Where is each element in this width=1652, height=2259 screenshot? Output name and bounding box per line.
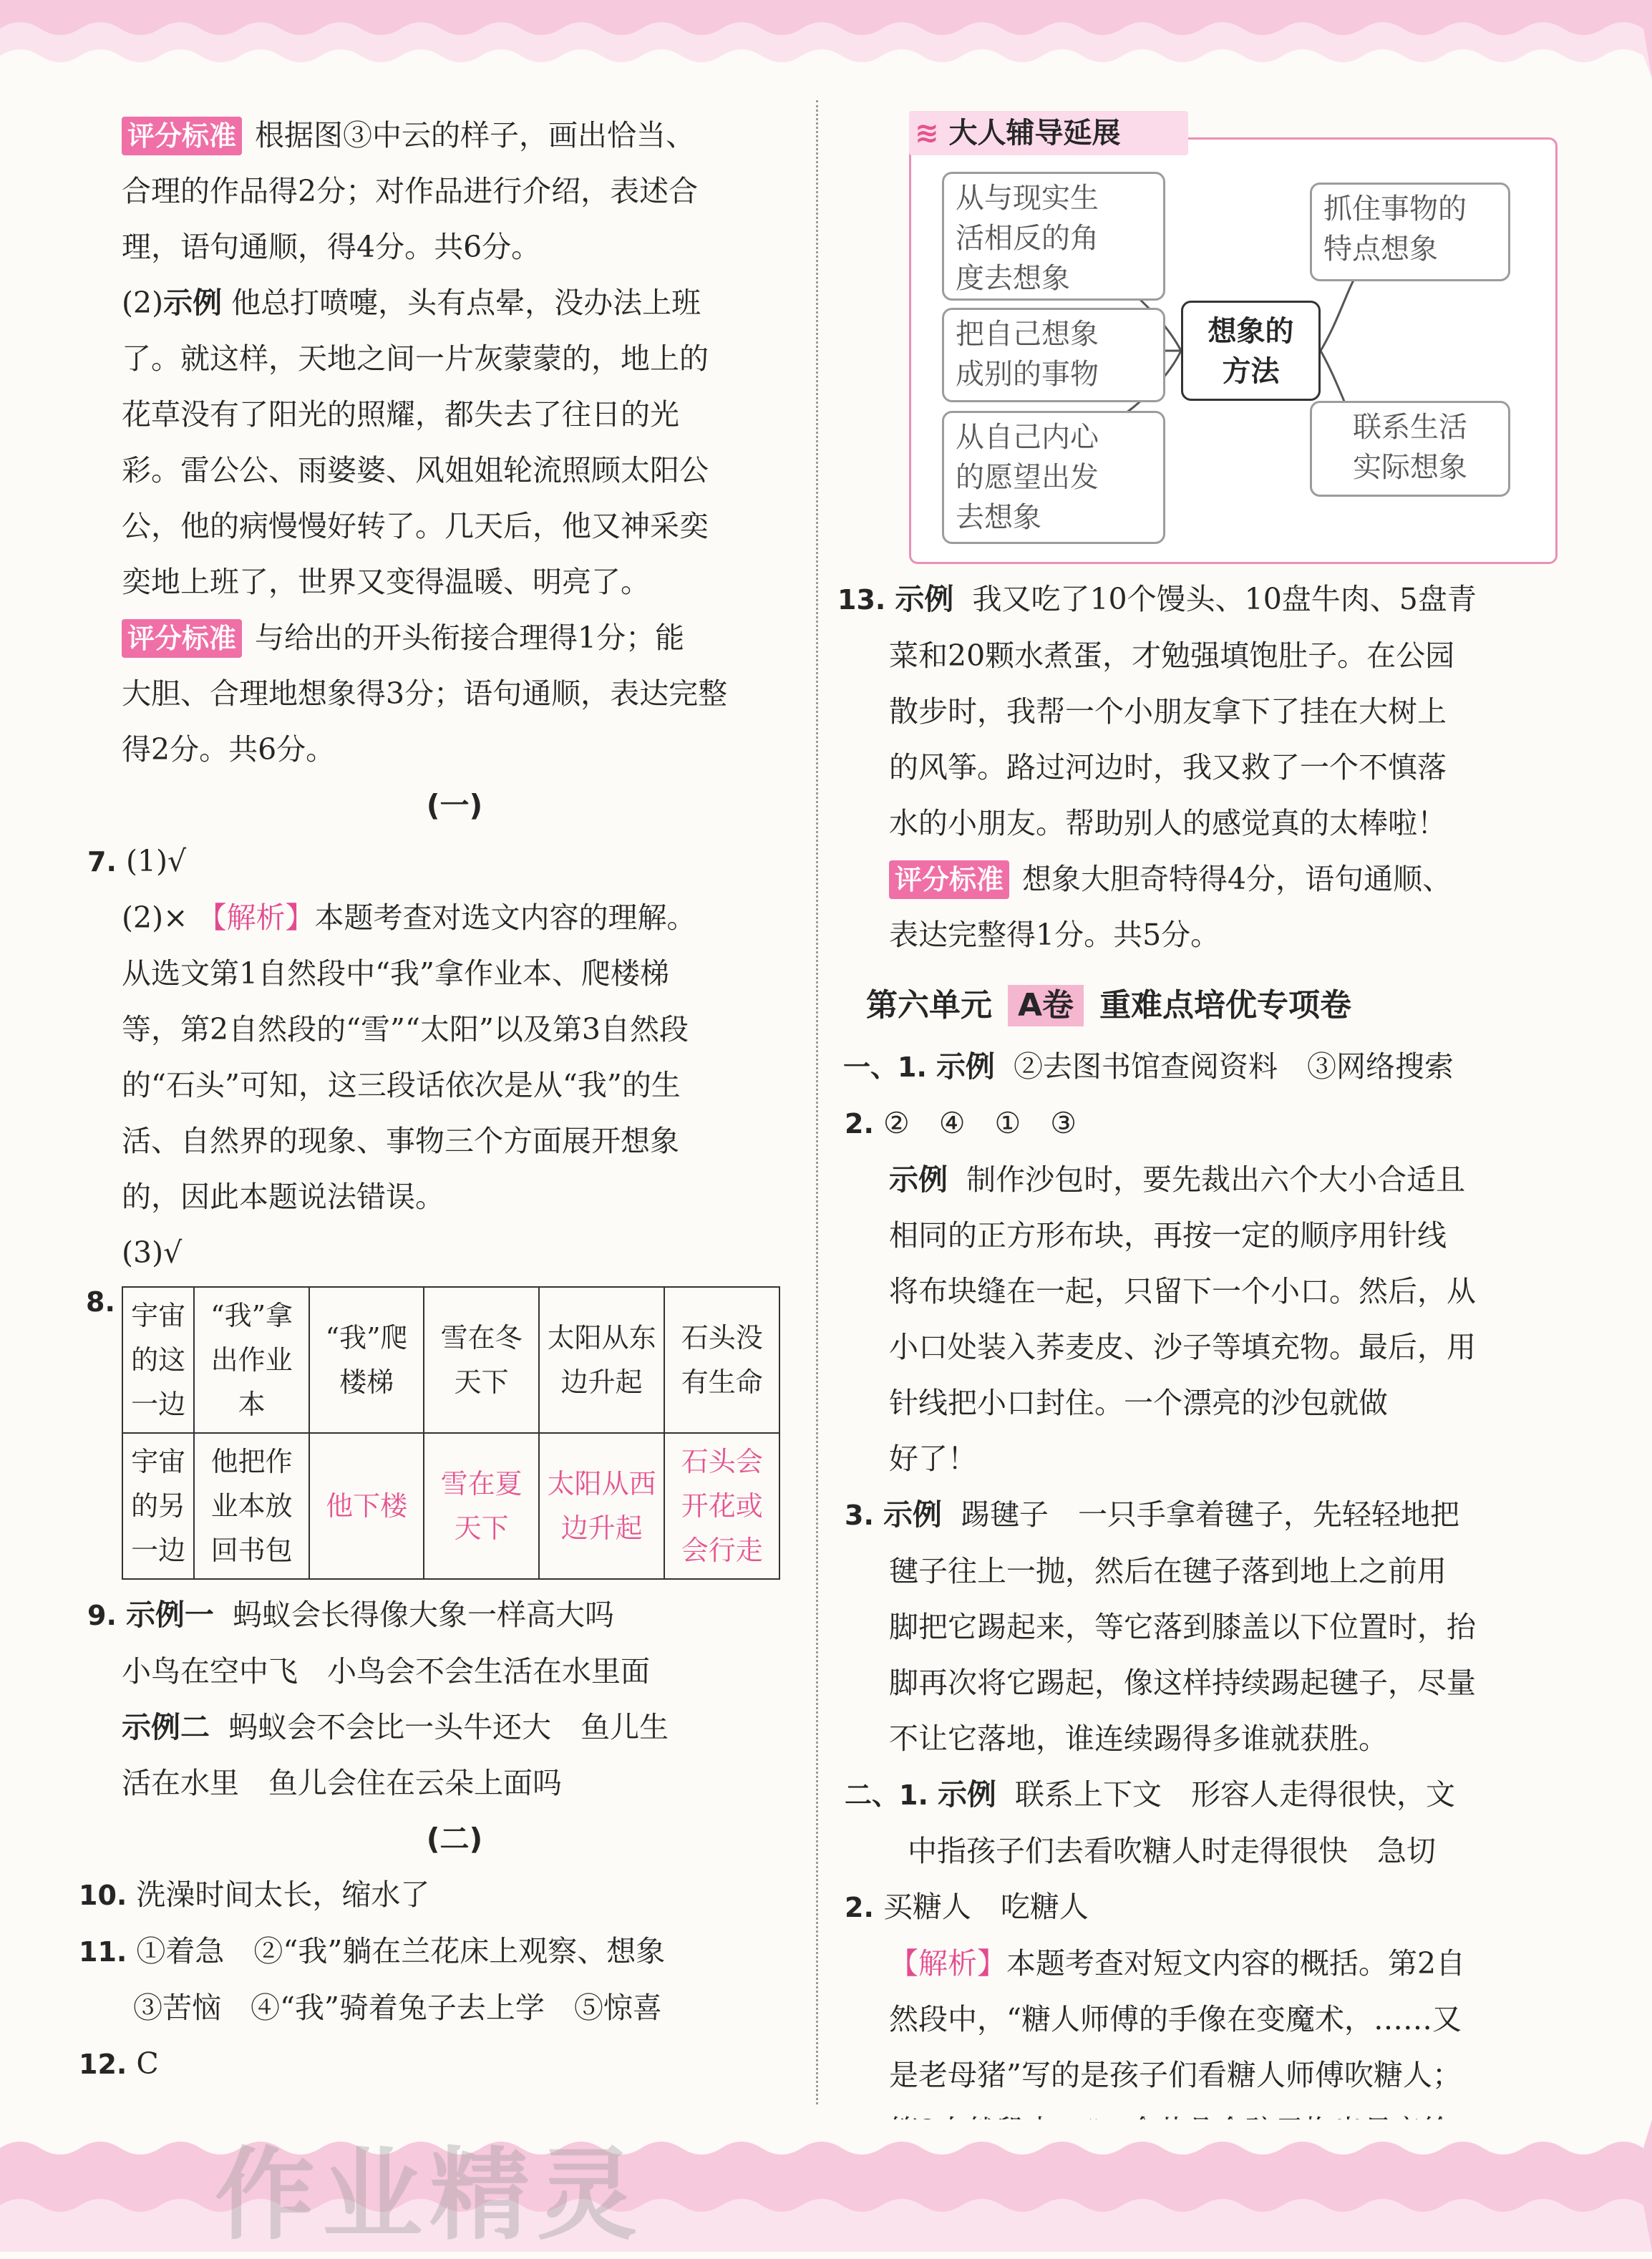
answer-line: 好了！: [889, 1442, 977, 1476]
answer-line: 得2分。共6分。: [122, 732, 336, 767]
question-12: 12. C: [79, 2046, 159, 2081]
volume-badge: A卷: [1008, 985, 1084, 1026]
answer-line: ③苦恼 ④“我”骑着兔子去上学 ⑤惊喜: [133, 1991, 662, 2025]
mind-map-node: 联系生活 实际想象: [1310, 401, 1510, 497]
question-10: 10. 洗澡时间太长，缩水了: [79, 1877, 430, 1912]
answer-line: 表达完整得1分。共5分。: [889, 918, 1220, 952]
answer-line: 活在水里 鱼儿会住在云朵上面吗: [122, 1766, 562, 1800]
answer-line: 评分标准 与给出的开头衔接合理得1分；能: [122, 610, 787, 666]
question-number: 8.: [86, 1286, 115, 1318]
table-cell: 雪在冬天下: [424, 1287, 539, 1433]
answer-line: 的，因此本题说法错误。: [122, 1180, 444, 1214]
answer-line: 彩。雷公公、雨婆婆、风姐姐轮流照顾太阳公: [122, 453, 709, 487]
answer-line: (2)× 【解析】本题考查对选文内容的理解。: [122, 900, 696, 935]
answer-line: 评分标准 根据图③中云的样子，画出恰当、: [122, 107, 787, 163]
answer-line: 散步时，我帮一个小朋友拿下了挂在大树上: [889, 694, 1447, 729]
answer-line: 将布块缝在一起，只留下一个小口。然后，从: [889, 1274, 1476, 1308]
answer-line: 大胆、合理地想象得3分；语句通顺，表达完整: [122, 676, 728, 711]
table-cell: 石头会开花或会行走: [664, 1433, 779, 1579]
mind-map-center-node: 想象的 方法: [1181, 301, 1321, 401]
answer-line: 【解析】本题考查对短文内容的概括。第2自: [889, 1946, 1466, 1981]
answer-table: [122, 1286, 780, 1580]
question-7: 7. (1)√: [87, 844, 187, 878]
table-cell: 宇宙的这一边: [122, 1287, 194, 1433]
answer-line: 了。就这样，天地之间一片灰蒙蒙的，地上的: [122, 341, 709, 376]
answer-line: 不让它落地，谁连续踢得多谁就获胜。: [889, 1721, 1388, 1756]
answer-line: 活、自然界的现象、事物三个方面展开想象: [122, 1124, 679, 1158]
table-cell: 宇宙的另一边: [122, 1433, 194, 1579]
answer-line: 从选文第1自然段中“我”拿作业本、爬楼梯: [122, 956, 670, 991]
table-cell: 石头没有生命: [664, 1287, 779, 1433]
right-column: [837, 571, 1560, 2159]
answer-line: 合理的作品得2分；对作品进行介绍，表述合: [122, 174, 699, 208]
table-row: [122, 1287, 779, 1433]
question-8: [86, 1286, 787, 1587]
answer-line: 示例 制作沙包时，要先裁出六个大小合适且: [889, 1162, 1466, 1197]
section-2-question-1: 二、1. 示例 联系上下文 形容人走得很快，文: [845, 1777, 1456, 1812]
answer-line: 花草没有了阳光的照耀，都失去了往日的光: [122, 397, 679, 432]
table-cell: 雪在夏天下: [424, 1433, 539, 1579]
section-1-question-2: 2. ② ④ ① ③: [845, 1106, 1077, 1140]
answer-line: 小口处装入荞麦皮、沙子等填充物。最后，用: [889, 1330, 1476, 1364]
answer-line: 的“石头”可知，这三段话依次是从“我”的生: [122, 1068, 681, 1102]
mind-map-node: 把自己想象 成别的事物: [942, 308, 1165, 402]
question-13: 13. 示例 我又吃了10个馒头、10盘牛肉、5盘青: [837, 582, 1477, 616]
table-cell: 他把作业本放回书包: [194, 1433, 309, 1579]
mind-map-title: ≋ 大人辅导延展: [909, 111, 1188, 155]
table-cell: “我”拿出作业本: [194, 1287, 309, 1433]
mind-map-node: 从自己内心 的愿望出发 去想象: [942, 411, 1165, 544]
unit-title: 第六单元 A卷 重难点培优专项卷: [845, 973, 1560, 1039]
table-cell: 他下楼: [309, 1433, 424, 1579]
top-wave-banner: [0, 0, 1652, 79]
column-divider: [816, 100, 818, 2104]
section-1-question-1: 一、1. 示例 ②去图书馆查阅资料 ③网络搜索: [843, 1049, 1454, 1084]
answer-line: 是老母猪”写的是孩子们看糖人师傅吹糖人；: [889, 2058, 1462, 2092]
answer-line: 示例二 蚂蚁会不会比一头牛还大 鱼儿生: [122, 1710, 669, 1744]
answer-line: 评分标准 想象大胆奇特得4分，语句通顺、: [845, 851, 1560, 907]
section-1-question-3: 3. 示例 踢毽子 一只手拿着毽子，先轻轻地把: [845, 1497, 1460, 1532]
answer-line: 小鸟在空中飞 小鸟会不会生活在水里面: [122, 1654, 650, 1689]
left-column: [79, 107, 787, 2092]
answer-line: 等，第2自然段的“雪”“太阳”以及第3自然段: [122, 1012, 689, 1046]
answer-line: 脚把它踢起来，等它落到膝盖以下位置时，抬: [889, 1610, 1476, 1644]
question-9: 9. 示例一 蚂蚁会长得像大象一样高大吗: [87, 1598, 615, 1632]
question-11: 11. ①着急 ②“我”躺在兰花床上观察、想象: [79, 1934, 666, 1968]
answer-line: 中指孩子们去看吹糖人时走得很快 急切: [908, 1834, 1436, 1868]
watermark: 作业精灵: [215, 2137, 645, 2254]
scoring-tag: 评分标准: [889, 860, 1009, 899]
answer-line: 相同的正方形布块，再按一定的顺序用针线: [889, 1218, 1447, 1253]
section-heading: (一): [426, 788, 483, 822]
answer-line: 公，他的病慢慢好转了。几天后，他又神采奕: [122, 509, 709, 543]
table-cell: 太阳从西边升起: [539, 1433, 665, 1579]
answer-line: 菜和20颗水煮蛋，才勉强填饱肚子。在公园: [889, 638, 1455, 673]
scoring-tag: 评分标准: [122, 619, 242, 658]
table-cell: 太阳从东边升起: [539, 1287, 665, 1433]
mind-map-node: 从与现实生 活相反的角 度去想象: [942, 172, 1165, 301]
answer-line: (2)示例 他总打喷嚏，头有点晕，没办法上班: [122, 286, 701, 320]
answer-line: 然段中，“糖人师傅的手像在变魔术，……又: [889, 2002, 1462, 2036]
section-2-question-2: 2. 买糖人 吃糖人: [845, 1890, 1089, 1924]
answer-line: 理，语句通顺，得4分。共6分。: [122, 230, 541, 264]
answer-line: 毽子往上一抛，然后在毽子落到地上之前用: [889, 1554, 1447, 1588]
answer-line: 脚再次将它踢起，像这样持续踢起毽子，尽量: [889, 1666, 1476, 1700]
answer-line: 奕地上班了，世界又变得温暖、明亮了。: [122, 565, 650, 599]
answer-line: 的风筝。路过河边时，我又救了一个不慎落: [889, 750, 1447, 784]
answer-line: (3)√: [122, 1235, 183, 1270]
wave-icon: ≋: [915, 117, 939, 150]
answer-line: 水的小朋友。帮助别人的感觉真的太棒啦！: [889, 806, 1447, 840]
scoring-tag: 评分标准: [122, 117, 242, 155]
table-row: [122, 1433, 779, 1579]
section-heading: (二): [426, 1822, 483, 1856]
answer-line: 针线把小口封住。一个漂亮的沙包就做: [889, 1386, 1388, 1420]
mind-map-node: 抓住事物的 特点想象: [1310, 183, 1510, 281]
table-cell: “我”爬楼梯: [309, 1287, 424, 1433]
